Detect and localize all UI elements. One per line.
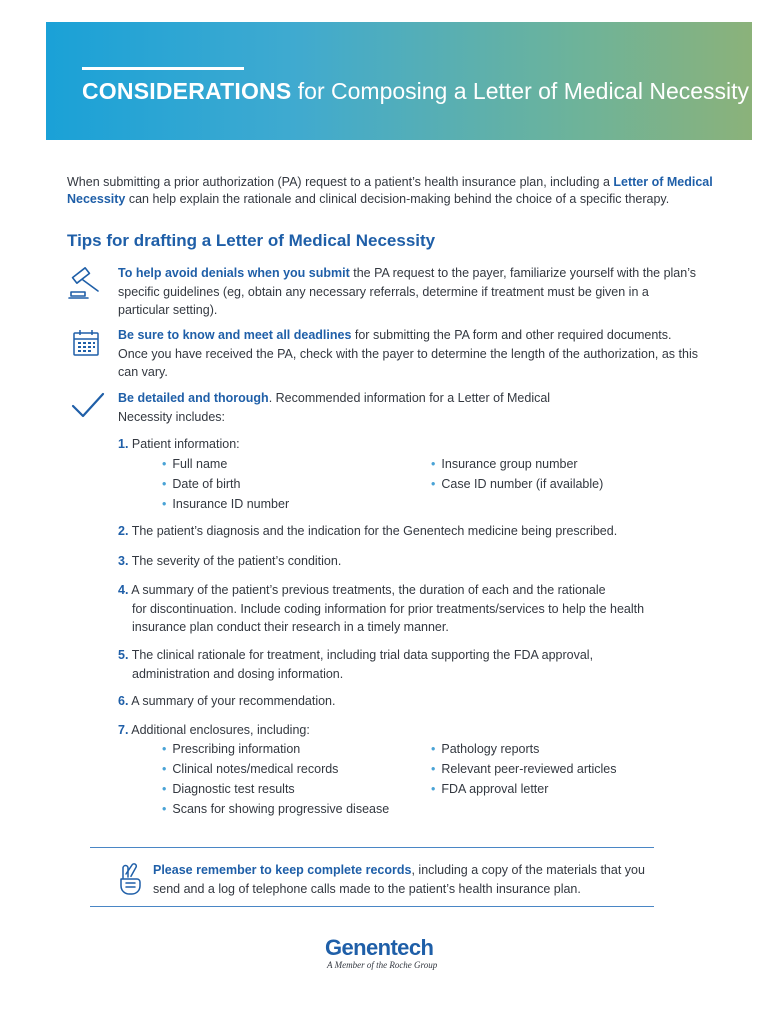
item-text-continued: administration and dosing information. bbox=[132, 666, 344, 681]
list-item bbox=[118, 435, 658, 454]
list-item bbox=[118, 522, 718, 541]
intro-text-after: can help explain the rationale and clinical decision-making behind the choice of a specific therapy. bbox=[125, 192, 670, 206]
list-item bbox=[118, 581, 648, 637]
tip-avoid-denials bbox=[118, 264, 703, 320]
item-number: 1. bbox=[118, 437, 129, 451]
divider-bottom bbox=[90, 906, 654, 907]
item-number: 4. bbox=[118, 583, 129, 597]
bullet-item: • Case ID number (if available) bbox=[431, 477, 604, 491]
tip-lead: Be sure to know and meet all deadlines bbox=[118, 328, 352, 342]
intro-text-before: When submitting a prior authorization (PA) request to a patient’s health insurance plan, including a bbox=[67, 175, 614, 189]
bullet-item: • Diagnostic test results bbox=[162, 782, 295, 796]
checkmark-icon bbox=[70, 389, 106, 421]
bullet-item: • Clinical notes/medical records bbox=[162, 762, 339, 776]
page-title bbox=[82, 78, 749, 105]
tip-deadlines bbox=[118, 326, 703, 382]
title-rest: for Composing a Letter of Medical Necessity bbox=[291, 78, 750, 104]
logo-tagline: A Member of the Roche Group bbox=[327, 960, 438, 970]
genentech-logo: Genentech bbox=[325, 935, 434, 960]
tip-text: . Recommended information for a Letter of Medical Necessity includes: bbox=[118, 391, 551, 424]
item-number: 5. bbox=[118, 648, 129, 662]
item-text: The severity of the patient’s condition. bbox=[131, 554, 342, 568]
item-number: 3. bbox=[118, 554, 129, 568]
bullet-item: • Insurance group number bbox=[431, 457, 578, 471]
item-text: Additional enclosures, including: bbox=[131, 723, 310, 737]
patient-info-right bbox=[431, 454, 603, 494]
enclosures-right bbox=[431, 739, 616, 799]
reminder-note bbox=[153, 861, 663, 899]
bullet-item: • Full name bbox=[162, 457, 228, 471]
divider-top bbox=[90, 847, 654, 848]
reminder-lead: Please remember to keep complete records bbox=[153, 863, 412, 877]
list-item bbox=[118, 692, 658, 711]
title-rule bbox=[82, 67, 244, 70]
reminder-text: , including a copy of the materials that you send and a log of telephone calls made to the patient’s health insurance plan. bbox=[153, 863, 645, 896]
gavel-icon bbox=[68, 266, 106, 300]
bullet-item: • FDA approval letter bbox=[431, 782, 549, 796]
item-text: The clinical rationale for treatment, including trial data supporting the FDA approval, bbox=[131, 648, 594, 662]
bullet-item: • Scans for showing progressive disease bbox=[162, 802, 390, 816]
bullet-item: • Insurance ID number bbox=[162, 497, 290, 511]
crossed-fingers-icon bbox=[117, 862, 143, 896]
tip-text: the PA request to the payer, familiarize yourself with the plan’s specific guidelines (eg, obtain any necessary referrals, determine if treatment must be given in a particular setting). bbox=[118, 266, 697, 317]
item-text: A summary of the patient’s previous treatments, the duration of each and the rationale bbox=[131, 583, 606, 597]
header-banner bbox=[46, 22, 752, 140]
tip-text: for submitting the PA form and other required documents. Once you have received the PA, check with the payer to determine the length of the authorization, as this can vary. bbox=[118, 328, 698, 379]
item-text: The patient’s diagnosis and the indication for the Genentech medicine being prescribed. bbox=[131, 524, 618, 538]
item-number: 6. bbox=[118, 694, 129, 708]
item-number: 7. bbox=[118, 723, 129, 737]
intro-paragraph bbox=[67, 174, 727, 208]
list-item bbox=[118, 552, 658, 571]
item-text: Patient information: bbox=[131, 437, 240, 451]
enclosures-left bbox=[162, 739, 389, 819]
tip-lead: Be detailed and thorough bbox=[118, 391, 269, 405]
bullet-item: • Relevant peer-reviewed articles bbox=[431, 762, 617, 776]
list-item bbox=[118, 646, 648, 683]
list-item bbox=[118, 721, 658, 740]
bullet-item: • Prescribing information bbox=[162, 742, 301, 756]
tip-detailed bbox=[118, 389, 568, 426]
title-bold: CONSIDERATIONS bbox=[82, 78, 292, 104]
item-text: A summary of your recommendation. bbox=[131, 694, 336, 708]
section-title: Tips for drafting a Letter of Medical Necessity bbox=[67, 231, 436, 250]
tip-lead: To help avoid denials when you submit bbox=[118, 266, 350, 280]
calendar-icon bbox=[72, 329, 100, 357]
item-number: 2. bbox=[118, 524, 129, 538]
intro-highlight: Letter of Medical Necessity bbox=[67, 175, 713, 206]
item-text-continued: for discontinuation. Include coding information for prior treatments/services to help the health insurance plan conduct their research in a timely manner. bbox=[132, 601, 645, 634]
bullet-item: • Date of birth bbox=[162, 477, 241, 491]
bullet-item: • Pathology reports bbox=[431, 742, 540, 756]
patient-info-left bbox=[162, 454, 289, 514]
